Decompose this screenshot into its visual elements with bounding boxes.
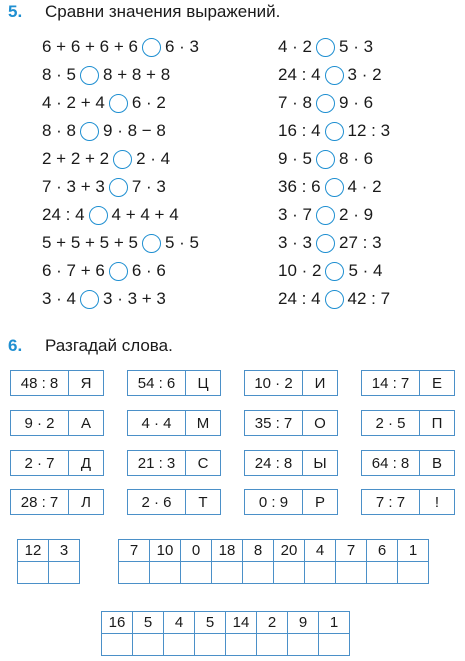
- expression: 27 : 3: [339, 233, 382, 252]
- comparison-right: [278, 119, 390, 143]
- cipher-card: [127, 410, 221, 436]
- cipher-card: [127, 370, 221, 396]
- card-letter: А: [81, 414, 92, 432]
- expression: 4 · 2 + 4: [42, 93, 105, 112]
- comparison-right: [278, 231, 382, 255]
- card-expression: 28 : 7: [11, 490, 69, 514]
- cipher-card: [10, 489, 104, 515]
- task6-title: Разгадай слова.: [45, 336, 173, 355]
- comparison-left: [42, 287, 166, 311]
- grid-answer-cell[interactable]: [212, 562, 243, 584]
- grid-answer-cell[interactable]: [102, 634, 133, 656]
- card-expression: 4 · 4: [128, 411, 186, 435]
- grid-number: 5: [133, 612, 164, 634]
- card-letter: !: [434, 493, 440, 511]
- comparison-right: [278, 91, 373, 115]
- expression: 24 : 4: [42, 205, 85, 224]
- cipher-card: [361, 450, 455, 476]
- expression: 24 : 4: [278, 289, 321, 308]
- expression: 2 + 2 + 2: [42, 149, 110, 168]
- expression: 24 : 4: [278, 65, 321, 84]
- compare-circle[interactable]: [109, 262, 128, 281]
- card-expression: 35 : 7: [245, 411, 303, 435]
- cipher-card: [361, 489, 455, 515]
- compare-circle[interactable]: [325, 122, 344, 141]
- compare-circle[interactable]: [316, 234, 335, 253]
- card-expression: 64 : 8: [362, 451, 420, 475]
- comparison-left: [42, 147, 170, 171]
- card-expression: 48 : 8: [11, 371, 69, 395]
- expression: 5 + 5 + 5 + 5: [42, 233, 138, 252]
- compare-circle[interactable]: [316, 150, 335, 169]
- grid-answer-cell[interactable]: [18, 562, 49, 584]
- grid-answer-cell[interactable]: [257, 634, 288, 656]
- grid-answer-cell[interactable]: [336, 562, 367, 584]
- comparison-left: [42, 231, 199, 255]
- expression: 4 · 2: [278, 37, 313, 56]
- grid-answer-cell[interactable]: [319, 634, 350, 656]
- expression: 2 · 9: [339, 205, 374, 224]
- card-expression: 0 : 9: [245, 490, 303, 514]
- grid-answer-cell[interactable]: [133, 634, 164, 656]
- expression: 6 · 2: [131, 93, 166, 112]
- card-expression: 7 : 7: [362, 490, 420, 514]
- card-letter: Ы: [313, 454, 327, 472]
- expression: 5 · 5: [164, 233, 199, 252]
- expression: 7 · 3: [131, 177, 166, 196]
- grid-number: 4: [305, 540, 336, 562]
- grid-number: 2: [257, 612, 288, 634]
- expression: 36 : 6: [278, 177, 321, 196]
- expression: 12 : 3: [347, 121, 391, 140]
- expression: 3 · 7: [278, 205, 313, 224]
- cipher-card: [10, 370, 104, 396]
- card-expression: 2 · 6: [128, 490, 186, 514]
- grid-number: 4: [164, 612, 195, 634]
- cipher-card: [361, 410, 455, 436]
- expression: 3 · 2: [347, 65, 382, 84]
- grid-number: 3: [49, 540, 80, 562]
- task5-number: 5.: [8, 2, 23, 21]
- expression: 6 · 3: [164, 37, 199, 56]
- grid-number: 7: [336, 540, 367, 562]
- grid-number: 16: [102, 612, 133, 634]
- expression: 7 · 8: [278, 93, 313, 112]
- comparison-left: [42, 63, 170, 87]
- grid-number: 1: [319, 612, 350, 634]
- card-letter: С: [197, 454, 209, 472]
- expression: 9 · 8 − 8: [103, 121, 166, 140]
- expression: 3 · 3: [278, 233, 313, 252]
- grid-number: 12: [18, 540, 49, 562]
- expression: 6 · 7 + 6: [42, 261, 105, 280]
- expression: 9 · 6: [339, 93, 374, 112]
- grid-number: 1: [398, 540, 429, 562]
- card-expression: 54 : 6: [128, 371, 186, 395]
- card-letter: О: [314, 414, 326, 432]
- answer-grid-1: [17, 539, 80, 584]
- comparison-right: [278, 35, 373, 59]
- compare-circle[interactable]: [316, 206, 335, 225]
- expression: 5 · 3: [339, 37, 374, 56]
- card-letter: И: [314, 374, 326, 392]
- cipher-card: [127, 450, 221, 476]
- cipher-card: [244, 450, 338, 476]
- expression: 9 · 5: [278, 149, 313, 168]
- comparison-left: [42, 119, 166, 143]
- card-letter: Ц: [197, 374, 209, 392]
- grid-number: 0: [181, 540, 212, 562]
- grid-answer-cell[interactable]: [164, 634, 195, 656]
- grid-answer-cell[interactable]: [226, 634, 257, 656]
- compare-circle[interactable]: [142, 234, 161, 253]
- cipher-card: [244, 370, 338, 396]
- grid-number: 20: [274, 540, 305, 562]
- card-letter: Л: [81, 493, 91, 511]
- compare-circle[interactable]: [80, 290, 99, 309]
- cipher-card: [127, 489, 221, 515]
- comparison-left: [42, 175, 166, 199]
- card-expression: 2 · 7: [11, 451, 69, 475]
- cipher-card: [244, 489, 338, 515]
- card-letter: Д: [80, 454, 92, 472]
- grid-answer-cell[interactable]: [150, 562, 181, 584]
- compare-circle[interactable]: [109, 178, 128, 197]
- expression: 8 + 8 + 8: [103, 65, 171, 84]
- compare-circle[interactable]: [142, 38, 161, 57]
- expression: 6 + 6 + 6 + 6: [42, 37, 138, 56]
- expression: 6 · 6: [131, 261, 166, 280]
- comparison-right: [278, 63, 382, 87]
- task5-title: Сравни значения выражений.: [45, 2, 281, 21]
- answer-grid-2: [118, 539, 429, 584]
- card-letter: Я: [80, 374, 92, 392]
- grid-number: 10: [150, 540, 181, 562]
- expression: 4 · 2: [347, 177, 382, 196]
- expression: 5 · 4: [348, 261, 383, 280]
- card-expression: 10 · 2: [245, 371, 303, 395]
- expression: 10 · 2: [278, 261, 322, 280]
- card-expression: 24 : 8: [245, 451, 303, 475]
- comparison-left: [42, 259, 166, 283]
- expression: 8 · 5: [42, 65, 77, 84]
- compare-circle[interactable]: [109, 94, 128, 113]
- comparison-right: [278, 259, 383, 283]
- comparison-right: [278, 287, 390, 311]
- comparison-right: [278, 175, 382, 199]
- grid-number: 9: [288, 612, 319, 634]
- grid-answer-cell[interactable]: [305, 562, 336, 584]
- grid-answer-cell[interactable]: [274, 562, 305, 584]
- expression: 2 · 4: [136, 149, 171, 168]
- expression: 8 · 6: [339, 149, 374, 168]
- expression: 8 · 8: [42, 121, 77, 140]
- grid-number: 18: [212, 540, 243, 562]
- expression: 16 : 4: [278, 121, 321, 140]
- compare-circle[interactable]: [325, 66, 344, 85]
- expression: 7 · 3 + 3: [42, 177, 105, 196]
- card-letter: М: [196, 414, 210, 432]
- cipher-card: [10, 410, 104, 436]
- grid-number: 7: [119, 540, 150, 562]
- comparison-right: [278, 203, 373, 227]
- compare-circle[interactable]: [325, 178, 344, 197]
- compare-circle[interactable]: [325, 290, 344, 309]
- compare-circle[interactable]: [113, 150, 132, 169]
- grid-number: 14: [226, 612, 257, 634]
- card-letter: П: [431, 414, 443, 432]
- compare-circle[interactable]: [316, 38, 335, 57]
- comparison-left: [42, 91, 166, 115]
- grid-number: 5: [195, 612, 226, 634]
- grid-answer-cell[interactable]: [243, 562, 274, 584]
- cipher-card: [361, 370, 455, 396]
- cipher-card: [10, 450, 104, 476]
- grid-answer-cell[interactable]: [398, 562, 429, 584]
- card-expression: 2 · 5: [362, 411, 420, 435]
- expression: 42 : 7: [347, 289, 391, 308]
- card-expression: 21 : 3: [128, 451, 186, 475]
- grid-number: 6: [367, 540, 398, 562]
- card-letter: Е: [432, 374, 443, 392]
- compare-circle[interactable]: [325, 262, 344, 281]
- comparison-left: [42, 35, 199, 59]
- grid-answer-cell[interactable]: [181, 562, 212, 584]
- cipher-card: [244, 410, 338, 436]
- expression: 3 · 3 + 3: [103, 289, 166, 308]
- grid-answer-cell[interactable]: [288, 634, 319, 656]
- expression: 4 + 4 + 4: [111, 205, 179, 224]
- compare-circle[interactable]: [80, 122, 99, 141]
- card-letter: В: [432, 454, 443, 472]
- comparison-right: [278, 147, 373, 171]
- grid-answer-cell[interactable]: [49, 562, 80, 584]
- grid-answer-cell[interactable]: [119, 562, 150, 584]
- expression: 3 · 4: [42, 289, 77, 308]
- comparison-left: [42, 203, 179, 227]
- grid-answer-cell[interactable]: [195, 634, 226, 656]
- answer-grid-3: [101, 611, 350, 656]
- card-expression: 14 : 7: [362, 371, 420, 395]
- card-expression: 9 · 2: [11, 411, 69, 435]
- task6-number: 6.: [8, 336, 23, 355]
- grid-answer-cell[interactable]: [367, 562, 398, 584]
- compare-circle[interactable]: [89, 206, 108, 225]
- compare-circle[interactable]: [80, 66, 99, 85]
- card-letter: Т: [198, 493, 208, 511]
- grid-number: 8: [243, 540, 274, 562]
- compare-circle[interactable]: [316, 94, 335, 113]
- card-letter: Р: [315, 493, 326, 511]
